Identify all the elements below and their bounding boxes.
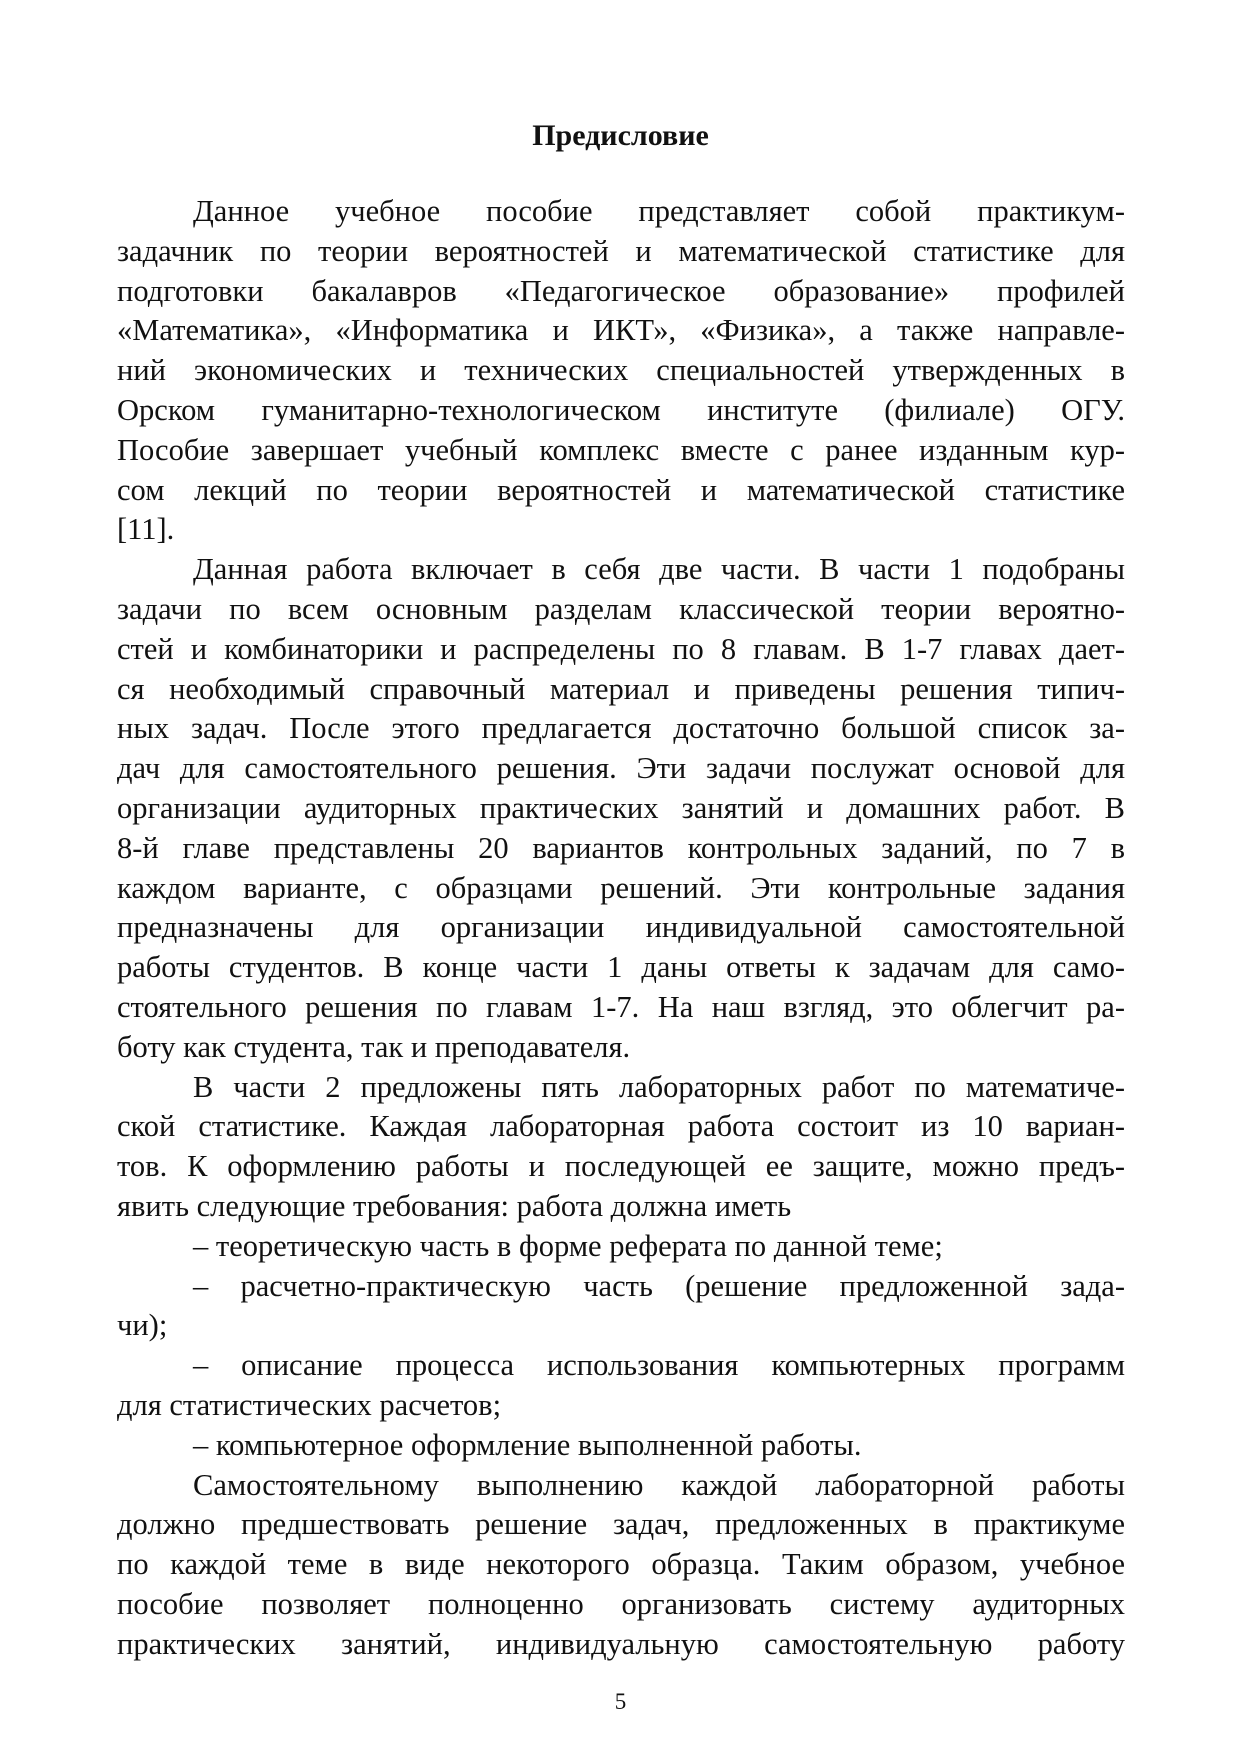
text-line: Самостоятельному выполнению каждой лабораторной работы [193,1467,1125,1502]
text-line: ний экономических и технических специальностей утвержденных в [117,353,1125,388]
text-line: пособие позволяет полноценно организовать систему аудиторных [117,1586,1125,1621]
text-line: для статистических расчетов; [117,1387,502,1422]
text-line: Орском гуманитарно-технологическом институте (филиале) ОГУ. [117,392,1125,427]
text-line: [11]. [117,512,175,547]
list-item: – расчетно-практическую часть (решение предложенной зада- [193,1268,1125,1303]
text-line: подготовки бакалавров «Педагогическое образование» профилей [117,273,1125,308]
page-number: 5 [614,1689,627,1714]
text-line: Данная работа включает в себя две части. В части 1 подобраны [193,552,1125,587]
list-item: – описание процесса использования компьютерных программ [193,1348,1125,1383]
list-item: – компьютерное оформление выполненной работы. [193,1427,862,1462]
text-line: организации аудиторных практических занятий и домашних работ. В [117,790,1125,825]
text-line: ных задач. После этого предлагается достаточно большой список за- [117,711,1125,746]
text-line: должно предшествовать решение задач, предложенных в практикуме [117,1507,1125,1542]
body-text [117,192,1125,1664]
text-line: стей и комбинаторики и распределены по 8 главам. В 1-7 главах дает- [117,631,1125,666]
text-line: тов. К оформлению работы и последующей ее защите, можно предъ- [117,1149,1125,1184]
text-line: Данное учебное пособие представляет собой практикум- [193,194,1125,228]
text-line: В части 2 предложены пять лабораторных работ по математиче- [193,1069,1125,1104]
text-line: предназначены для организации индивидуальной самостоятельной [117,910,1125,945]
text-line: практических занятий, индивидуальную самостоятельную работу [117,1626,1125,1661]
text-line: «Математика», «Информатика и ИКТ», «Физика», а также направле- [117,313,1125,348]
text-line: чи); [117,1308,168,1343]
text-line: задачи по всем основным разделам классической теории вероятно- [117,591,1125,626]
text-line: по каждой теме в виде некоторого образца. Таким образом, учебное [117,1547,1125,1582]
text-line: задачник по теории вероятностей и математической статистике для [117,233,1125,268]
text-line: стоятельного решения по главам 1-7. На наш взгляд, это облегчит ра- [117,989,1125,1024]
text-line: боту как студента, так и преподавателя. [117,1029,631,1064]
text-line: Пособие завершает учебный комплекс вместе с ранее изданным кур- [117,432,1125,467]
page-title: Предисловие [532,119,709,152]
list-item: – теоретическую часть в форме реферата по данной теме; [193,1228,943,1263]
text-line: явить следующие требования: работа должна иметь [117,1188,792,1223]
text-line: ской статистике. Каждая лабораторная работа состоит из 10 вариан- [117,1109,1125,1144]
text-line: работы студентов. В конце части 1 даны ответы к задачам для само- [117,950,1125,985]
text-line: 8-й главе представлены 20 вариантов контрольных заданий, по 7 в [117,830,1125,865]
text-line: сом лекций по теории вероятностей и математической статистике [117,472,1125,507]
text-line: ся необходимый справочный материал и приведены решения типич- [117,671,1125,706]
text-line: дач для самостоятельного решения. Эти задачи послужат основой для [117,751,1125,786]
text-line: каждом варианте, с образцами решений. Эти контрольные задания [117,870,1125,905]
